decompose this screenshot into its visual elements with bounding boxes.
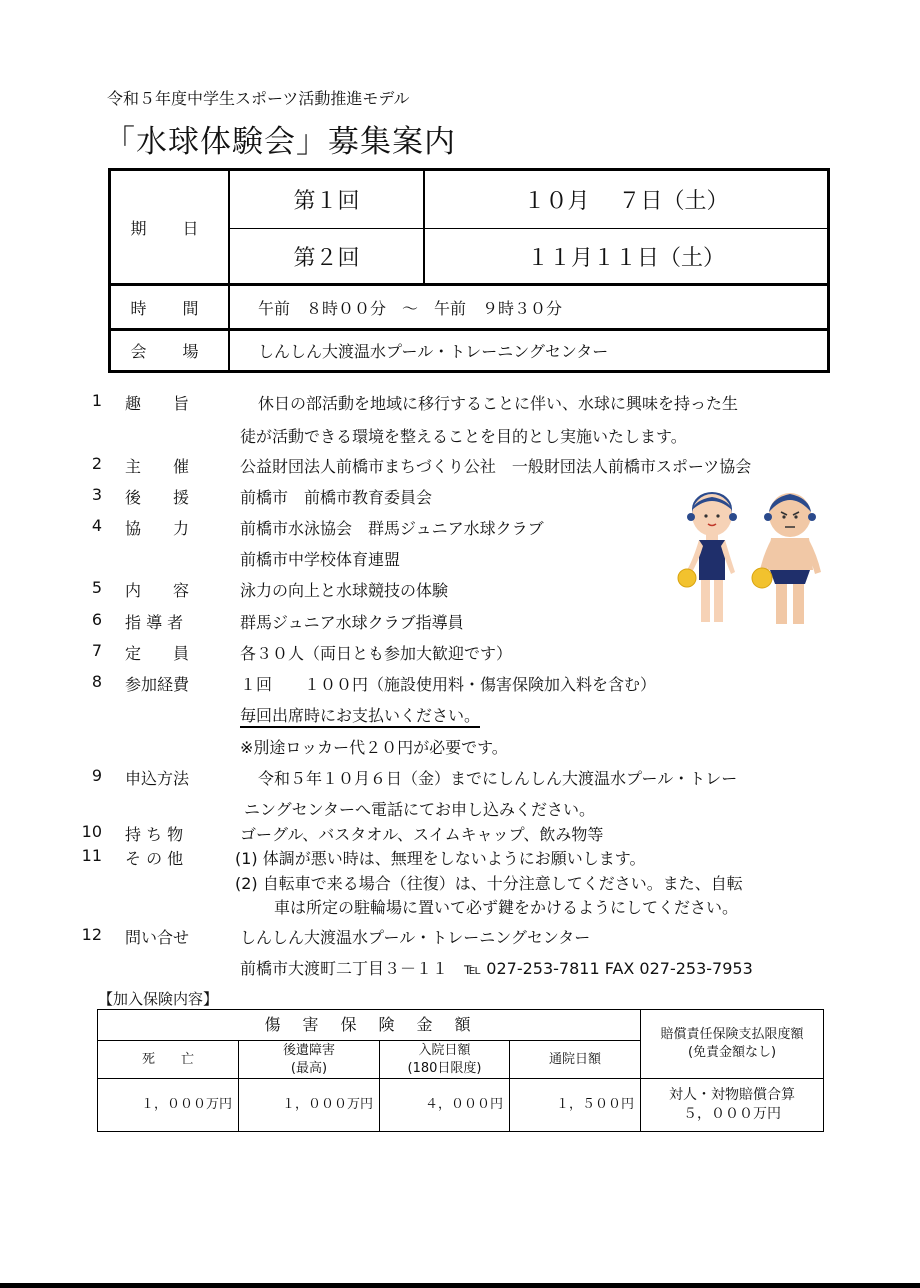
col-disability-label: 後遺障害: [282, 1042, 335, 1058]
item-text: 前橋市中学校体育連盟: [240, 550, 401, 569]
water-polo-players-illustration: [675, 490, 825, 632]
value-death: １，０００万円: [98, 1079, 239, 1132]
item-number: 10: [81, 822, 102, 841]
time-label: 時 間: [111, 286, 230, 331]
liability-value-amount: ５，０００万円: [683, 1106, 782, 1122]
liability-value-label: 対人・対物賠償合算: [669, 1087, 796, 1104]
liability-header-note: (免責金額なし): [687, 1045, 777, 1060]
item-text: 休日の部活動を地域に移行することに伴い、水球に興味を持った生: [258, 394, 739, 413]
item-text: しんしん大渡温水プール・トレーニングセンター: [240, 928, 591, 947]
item-number: 3: [91, 485, 102, 504]
item-text: ニングセンターへ電話にてお申し込みください。: [244, 800, 596, 819]
value-hospital: ４，０００円: [380, 1079, 510, 1132]
item-text: 公益財団法人前橋市まちづくり公社 一般財団法人前橋市スポーツ協会: [240, 457, 752, 476]
item-label: 趣 旨: [125, 394, 190, 413]
item-label: 申込方法: [125, 769, 190, 788]
item-text: ゴーグル、バスタオル、スイムキャップ、飲み物等: [240, 825, 604, 844]
payment-note: 毎回出席時にお支払いください。: [240, 706, 480, 728]
contact-phone-fax: 前橋市大渡町二丁目３－１１ ℡ 027-253-7811 FAX 027-253-7953: [240, 959, 753, 978]
venue-value: しんしん大渡温水プール・トレーニングセンター: [258, 342, 609, 361]
col-disability: [239, 1041, 380, 1079]
item-text: (2) 自転車で来る場合（往復）は、十分注意してください。また、自転: [235, 874, 743, 893]
item-number: 1: [91, 391, 102, 410]
item-label: 協 力: [125, 519, 190, 538]
session2-label: 第２回: [230, 229, 425, 286]
item-label: 問い合せ: [125, 928, 190, 947]
item-text: 群馬ジュニア水球クラブ指導員: [240, 613, 464, 632]
page-title: 「水球体験会」募集案内: [104, 124, 456, 160]
liability-header-line: 賠償責任保険支払限度額: [660, 1027, 804, 1043]
item-label: 後 援: [125, 488, 190, 507]
item-label: そ の 他: [125, 849, 184, 868]
item-label: 参加経費: [125, 675, 190, 694]
liability-header: [641, 1010, 824, 1079]
item-text: 泳力の向上と水球競技の体験: [240, 581, 449, 600]
item-text: 車は所定の駐輪場に置いて必ず鍵をかけるようにしてください。: [274, 898, 739, 917]
item-text: (1) 体調が悪い時は、無理をしないようにお願いします。: [235, 849, 646, 868]
insurance-section-title: 【加入保険内容】: [98, 990, 219, 1008]
col-hospital: [380, 1041, 510, 1079]
item-number: 5: [91, 578, 102, 597]
item-text: １回 １００円（施設使用料・傷害保険加入料を含む）: [240, 675, 657, 694]
item-text: 令和５年１０月６日（金）までにしんしん大渡温水プール・トレー: [258, 769, 738, 788]
col-hospital-label: 入院日額: [418, 1042, 471, 1058]
item-number: 12: [81, 925, 102, 944]
value-disability: １，０００万円: [239, 1079, 380, 1132]
schedule-table: [108, 168, 830, 373]
col-death: 死 亡: [98, 1041, 239, 1079]
item-label: 指 導 者: [125, 613, 184, 632]
item-label: 持 ち 物: [125, 825, 184, 844]
col-outpatient: 通院日額: [510, 1041, 641, 1079]
item-number: 6: [91, 610, 102, 629]
session2-date: １１月１１日（土）: [425, 229, 827, 286]
insurance-table: [97, 1009, 824, 1132]
date-label: 期 日: [111, 171, 230, 286]
item-text: 徒が活動できる環境を整えることを目的とし実施いたします。: [240, 427, 687, 446]
item-number: 9: [91, 766, 102, 785]
item-text: ※別途ロッカー代２０円が必要です。: [240, 738, 508, 757]
page-bottom-border: [0, 1283, 920, 1288]
item-number: 2: [91, 454, 102, 473]
item-text: 各３０人（両日とも参加大歓迎です）: [240, 644, 513, 663]
session1-date: １０月 ７日（土）: [425, 171, 827, 229]
col-hospital-note: (180日限度): [407, 1060, 482, 1076]
girl-player-illustration: [678, 492, 737, 622]
value-liability: [641, 1079, 824, 1132]
item-label: 定 員: [125, 644, 190, 663]
item-text: 前橋市水泳協会 群馬ジュニア水球クラブ: [240, 519, 544, 538]
item-number: 7: [91, 641, 102, 660]
session1-label: 第１回: [230, 171, 425, 229]
subtitle: 令和５年度中学生スポーツ活動推進モデル: [107, 89, 410, 108]
item-text: 前橋市 前橋市教育委員会: [240, 488, 433, 507]
boy-player-illustration: [752, 493, 821, 624]
item-number: 4: [91, 516, 102, 535]
value-outpatient: １，５００円: [510, 1079, 641, 1132]
item-number: 8: [91, 672, 102, 691]
col-disability-note: (最高): [290, 1060, 328, 1076]
injury-insurance-header: 傷 害 保 険 金 額: [98, 1010, 641, 1041]
item-label: 主 催: [125, 457, 190, 476]
venue-label: 会 場: [111, 331, 230, 370]
item-number: 11: [81, 846, 102, 865]
time-value: 午前 ８時００分 ～ 午前 ９時３０分: [230, 286, 827, 331]
item-label: 内 容: [125, 581, 190, 600]
